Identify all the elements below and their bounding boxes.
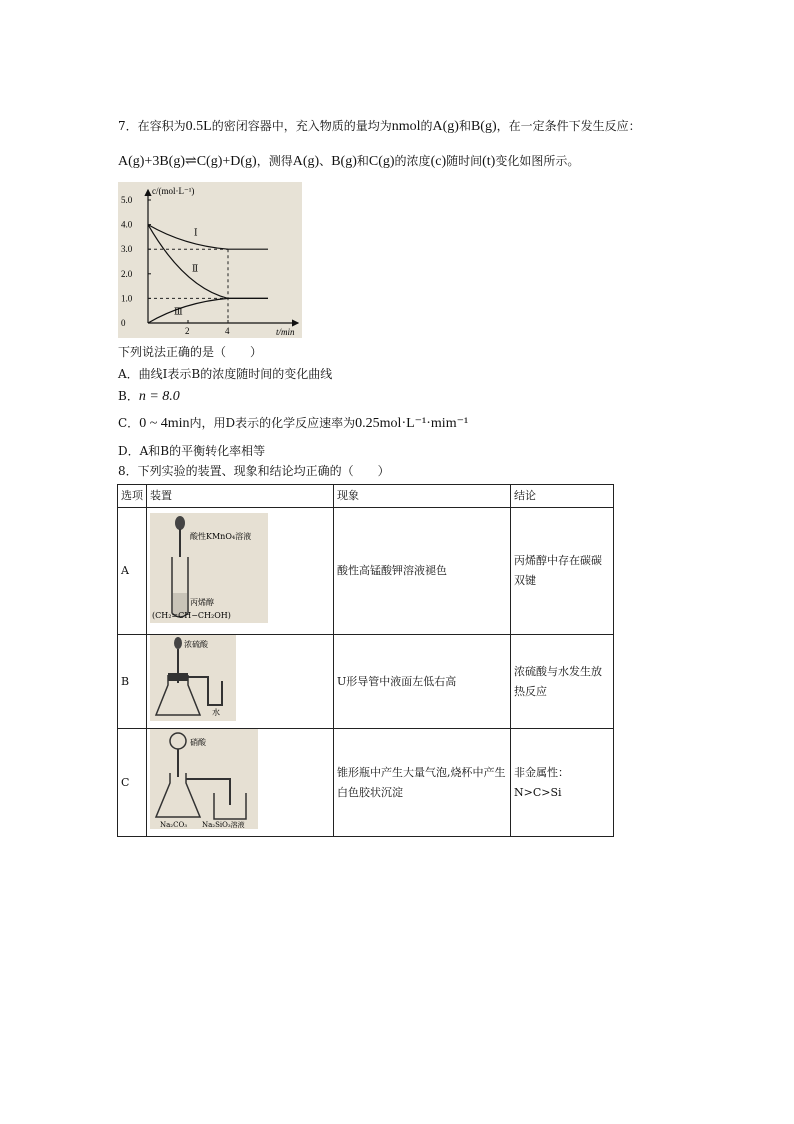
q7-species-b: B(g) xyxy=(470,119,497,134)
q7-text: 的密闭容器中，充入物质的量均为 xyxy=(211,119,392,133)
option-b-label: B． xyxy=(118,389,139,403)
conclusion-cell: 丙烯醇中存在碳碳双键 xyxy=(511,508,614,635)
x-axis-label: t/min xyxy=(276,327,295,337)
q7-question-line1 xyxy=(118,117,641,136)
y-tick-label: 5.0 xyxy=(121,195,133,205)
q7-text: ，测得 xyxy=(256,154,293,168)
apparatus-label: 浓硫酸 xyxy=(184,640,208,649)
q7-text: 的 xyxy=(420,119,433,133)
concentration-time-chart xyxy=(118,182,302,338)
q7-species-c: C(g) xyxy=(368,154,395,169)
phenomenon-cell: 酸性高锰酸钾溶液褪色 xyxy=(334,508,511,635)
series-curve xyxy=(148,225,268,299)
q7-text: 和 xyxy=(458,119,471,133)
option-c-time: 0 ~ 4min xyxy=(139,416,190,431)
q7-stem: 下列说法正确的是（ ） xyxy=(118,345,263,359)
q7-text: ，在一定条件下发生反应： xyxy=(496,119,641,133)
conclusion-cell: 非金属性：N>C>Si xyxy=(511,729,614,837)
table-header-row xyxy=(118,485,614,508)
chart-svg xyxy=(118,182,302,338)
option-c-label: C． xyxy=(118,416,140,430)
option-c-rate: 0.25mol·L⁻¹·mim⁻¹ xyxy=(355,416,469,431)
table-row[interactable] xyxy=(118,729,614,837)
y-tick-label: 2.0 xyxy=(121,268,133,279)
row-option: A xyxy=(118,508,147,635)
apparatus-label: Na₂SiO₃溶液 xyxy=(202,821,245,829)
y-tick-label: 4.0 xyxy=(121,219,133,230)
q7-species-a: A(g) xyxy=(432,119,459,134)
row-option: B xyxy=(118,635,147,729)
header-apparatus: 装置 xyxy=(147,485,334,508)
q7-amount: nmol xyxy=(391,119,421,134)
option-b-math: n = 8.0 xyxy=(138,389,180,404)
apparatus-cell xyxy=(147,635,334,729)
q7-text: 变化如图所示。 xyxy=(495,154,580,168)
header-option: 选项 xyxy=(118,485,147,508)
q7-text: 7．在容积为 xyxy=(118,119,186,133)
x-tick-label: 2 xyxy=(185,326,190,336)
option-d[interactable]: D．A和B的平衡转化率相等 xyxy=(118,444,266,458)
phenomenon-cell: U形导管中液面左低右高 xyxy=(334,635,511,729)
series-curve xyxy=(148,225,268,250)
y-axis-label: c/(mol·L⁻¹) xyxy=(152,186,195,196)
q7-text: 和 xyxy=(356,154,369,168)
y-tick-label: 0 xyxy=(121,318,126,328)
q7-species-b: B(g) xyxy=(331,154,357,169)
q7-species-a: A(g) xyxy=(292,154,320,169)
q8-stem: 8．下列实验的装置、现象和结论均正确的（ ） xyxy=(118,464,390,478)
apparatus-label: 丙烯醇 xyxy=(190,597,214,607)
q7-question-line2 xyxy=(118,152,579,171)
apparatus-label: 硝酸 xyxy=(190,738,206,747)
series-curve xyxy=(148,298,268,323)
header-conclusion: 结论 xyxy=(511,485,614,508)
option-b[interactable] xyxy=(118,387,180,406)
apparatus-cell xyxy=(147,508,334,635)
apparatus-c-image xyxy=(150,729,258,829)
table-row[interactable] xyxy=(118,635,614,729)
apparatus-label: Na₂CO₃ xyxy=(160,821,188,829)
table-row[interactable] xyxy=(118,508,614,635)
apparatus-label: (CH₂=CH−CH₂OH) xyxy=(152,610,231,620)
q7-text: 的浓度 xyxy=(394,154,431,168)
option-c[interactable] xyxy=(118,414,468,433)
experiment-table xyxy=(117,484,614,837)
header-phenomenon: 现象 xyxy=(334,485,511,508)
q7-symbol-t: (t) xyxy=(482,154,496,169)
q7-text: 、 xyxy=(319,154,332,168)
option-a[interactable]: A．曲线Ⅰ表示B的浓度随时间的变化曲线 xyxy=(118,367,333,381)
q7-text: 随时间 xyxy=(446,154,483,168)
phenomenon-cell: 锥形瓶中产生大量气泡,烧杯中产生白色胶状沉淀 xyxy=(334,729,511,837)
q7-symbol-c: (c) xyxy=(430,154,447,169)
apparatus-label: 酸性KMnO₄溶液 xyxy=(190,531,252,541)
apparatus-a-image xyxy=(150,513,268,623)
row-option: C xyxy=(118,729,147,837)
series-label: Ⅲ xyxy=(174,307,183,318)
series-label: Ⅱ xyxy=(192,264,199,275)
series-label: Ⅰ xyxy=(194,228,198,239)
q7-volume: 0.5L xyxy=(185,119,212,134)
option-c-text: 内，用D表示的化学反应速率为 xyxy=(189,416,356,430)
q7-equation: A(g)+3B(g)⇌C(g)+D(g) xyxy=(118,154,257,169)
apparatus-b-image xyxy=(150,635,236,721)
y-tick-label: 1.0 xyxy=(121,293,133,304)
conclusion-cell: 浓硫酸与水发生放热反应 xyxy=(511,635,614,729)
apparatus-cell xyxy=(147,729,334,837)
apparatus-label: 水 xyxy=(212,708,220,717)
x-tick-label: 4 xyxy=(225,326,230,336)
y-tick-label: 3.0 xyxy=(121,244,133,255)
